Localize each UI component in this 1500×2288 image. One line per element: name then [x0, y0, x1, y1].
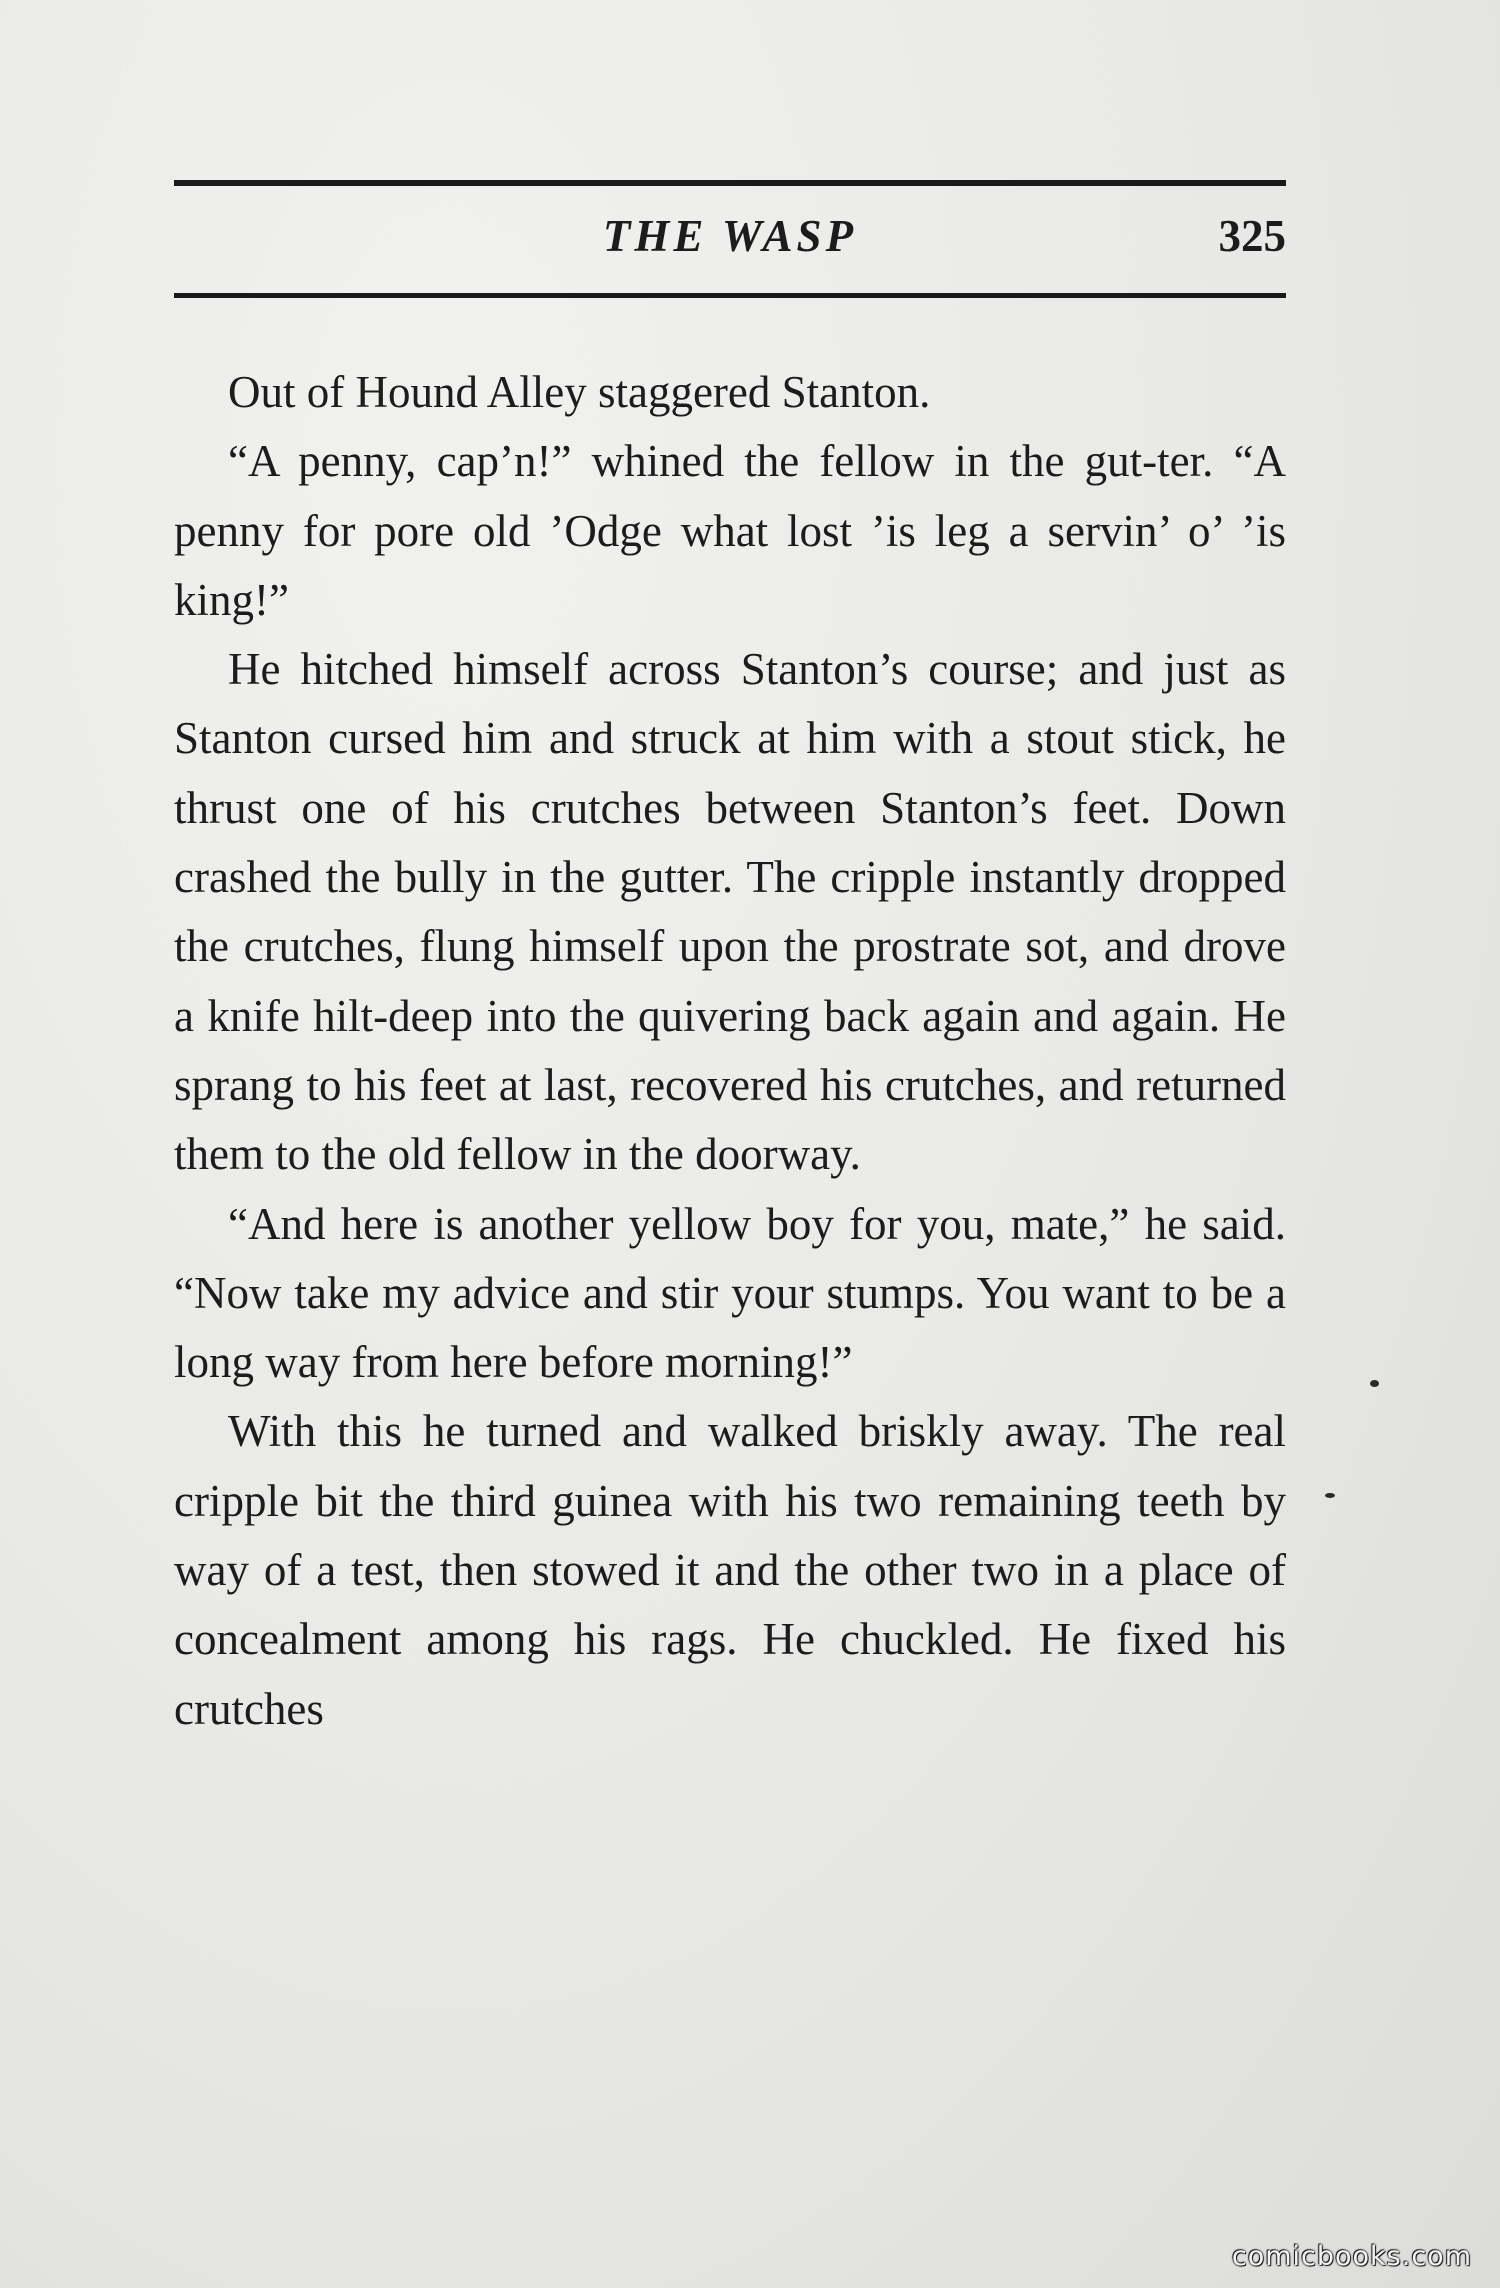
ink-speck: [1325, 1493, 1335, 1498]
running-title: THE WASP: [602, 211, 858, 261]
paragraph: Out of Hound Alley staggered Stanton.: [228, 367, 931, 417]
running-head: [174, 206, 1286, 270]
watermark: comicbooks.com: [1231, 2241, 1472, 2272]
body-text: [174, 358, 1286, 1744]
page-number: 325: [1218, 211, 1286, 261]
header-rule-bottom: [174, 293, 1286, 298]
paragraph: “A penny, cap’n!” whined the fellow in the gut-ter. “A penny for pore old ’Odge what lost ’is leg a servin’ o’ ’is king!”: [174, 436, 1286, 625]
paragraph: With this he turned and walked briskly away. The real cripple bit the third guinea with his two remaining teeth by way of a test, then stowed it and the other two in a place of concealment among his rags. He chuckled. He fixed his crutches: [174, 1406, 1286, 1734]
paragraph: He hitched himself across Stanton’s course; and just as Stanton cursed him and struck at him with a stout stick, he thrust one of his crutches between Stanton’s feet. Down crashed the bully in the gutter. The cripple instantly dropped the crutches, flung himself upon the prostrate sot, and drove a knife hilt-deep into the quivering back again and again. He sprang to his feet at last, recovered his crutches, and returned them to the old fellow in the doorway.: [174, 644, 1286, 1180]
paragraph: “And here is another yellow boy for you, mate,” he said. “Now take my advice and stir your stumps. You want to be a long way from here before morning!”: [174, 1198, 1286, 1388]
ink-speck: [1370, 1380, 1379, 1387]
header-rule-top: [174, 180, 1286, 186]
